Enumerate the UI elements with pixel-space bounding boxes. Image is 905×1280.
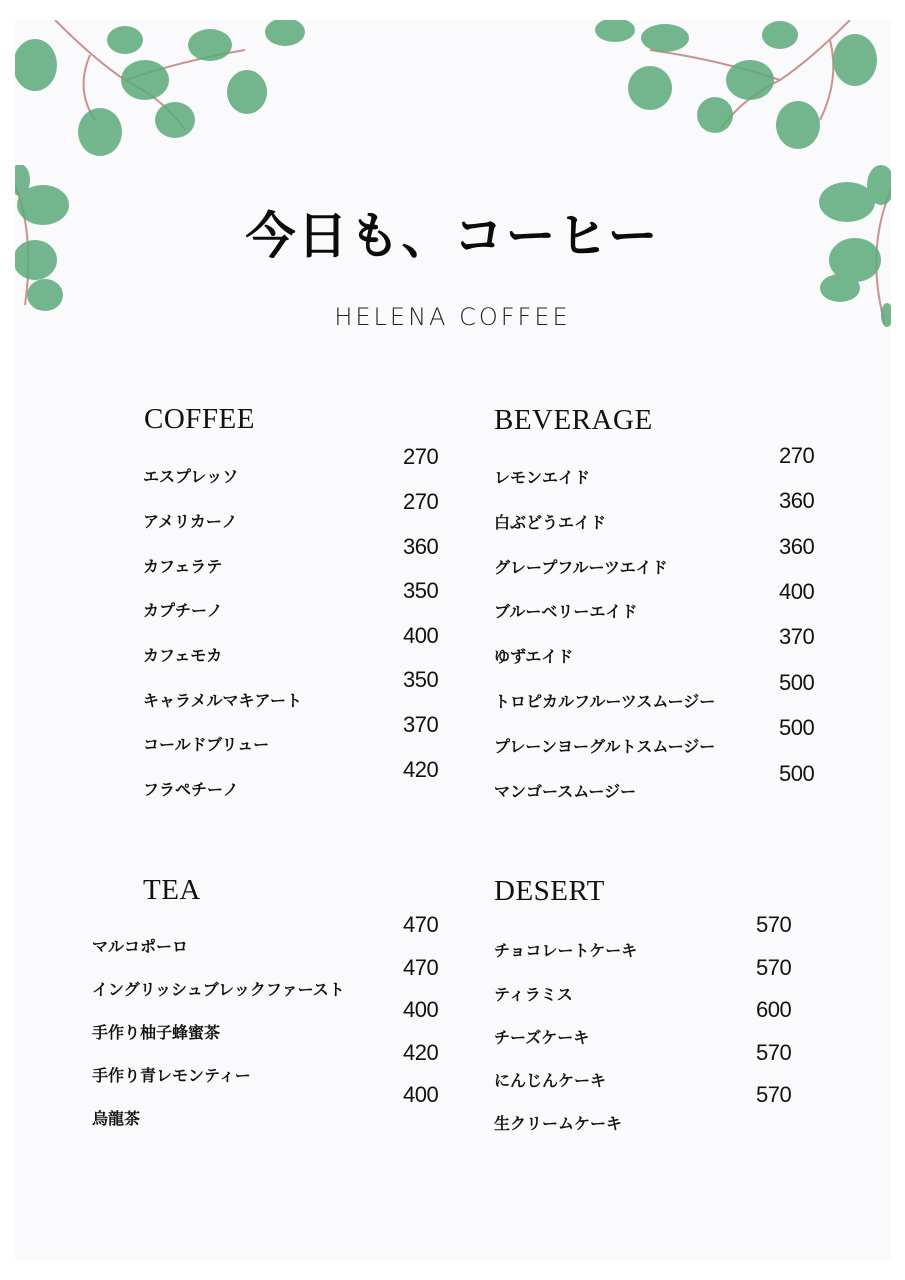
section-title-beverage: BEVERAGE (494, 404, 653, 436)
menu-item-price: 270 (403, 444, 439, 469)
menu-item-price: 600 (756, 997, 792, 1022)
menu-item-name: チーズケーキ (494, 1028, 590, 1047)
menu-item-name: イングリッシュブレックファースト (92, 980, 345, 999)
menu-item-name: マルコポーロ (92, 937, 189, 956)
menu-item-price: 500 (779, 761, 815, 786)
menu-item-name: レモンエイド (494, 468, 591, 487)
page-title: 今日も、コーヒー (245, 206, 660, 265)
menu-item-price: 470 (403, 912, 439, 937)
eucalyptus-leaves-top-right-icon (590, 20, 890, 160)
menu-item-price: 350 (403, 667, 439, 692)
menu-item-price: 370 (779, 624, 815, 649)
menu-item-name: コールドブリュー (143, 735, 270, 754)
section-title-coffee: COFFEE (144, 403, 255, 435)
menu-item-name: 手作り柚子蜂蜜茶 (92, 1023, 221, 1042)
menu-item-name: 生クリームケーキ (494, 1114, 623, 1133)
menu-item-price: 400 (403, 623, 439, 648)
menu-item-name: プレーンヨーグルトスムージー (494, 737, 716, 756)
menu-item-name: ゆずエイド (494, 647, 574, 666)
section-title-desert: DESERT (494, 875, 605, 907)
menu-item-price: 500 (779, 715, 815, 740)
shop-name: HELENA COFFEE (334, 303, 571, 331)
menu-item-name: キャラメルマキアート (143, 691, 303, 710)
menu-item-name: 烏龍茶 (92, 1109, 141, 1128)
menu-item-name: マンゴースムージー (494, 782, 637, 801)
menu-item-price: 570 (756, 955, 792, 980)
menu-item-name: 白ぶどうエイド (494, 513, 607, 532)
menu-item-price: 270 (403, 489, 439, 514)
menu-item-price: 370 (403, 712, 439, 737)
menu-item-name: カフェラテ (143, 557, 223, 576)
menu-item-name: カプチーノ (143, 601, 223, 620)
menu-item-name: アメリカーノ (143, 512, 238, 531)
menu-item-name: トロピカルフルーツスムージー (494, 692, 716, 711)
eucalyptus-leaves-top-left-icon (15, 20, 315, 160)
menu-item-name: カフェモカ (143, 646, 223, 665)
menu-item-price: 500 (779, 670, 815, 695)
menu-item-price: 470 (403, 955, 439, 980)
menu-item-price: 420 (403, 757, 439, 782)
menu-item-name: にんじんケーキ (494, 1071, 607, 1090)
menu-item-name: ブルーベリーエイド (494, 602, 638, 621)
menu-item-price: 570 (756, 1082, 792, 1107)
menu-item-price: 400 (779, 579, 815, 604)
menu-item-price: 570 (756, 1040, 792, 1065)
menu-item-name: フラペチーノ (143, 780, 239, 799)
menu-item-price: 570 (756, 912, 792, 937)
menu-item-name: ティラミス (494, 985, 573, 1004)
menu-item-name: 手作り青レモンティー (92, 1066, 251, 1085)
menu-item-price: 420 (403, 1040, 439, 1065)
menu-item-name: エスプレッソ (143, 467, 239, 486)
menu-item-price: 350 (403, 578, 439, 603)
menu-item-price: 400 (403, 997, 439, 1022)
menu-item-price: 360 (779, 488, 815, 513)
menu-item-price: 400 (403, 1082, 439, 1107)
menu-item-name: グレープフルーツエイド (494, 558, 668, 577)
menu-item-price: 360 (779, 534, 815, 559)
menu-item-name: チョコレートケーキ (494, 941, 638, 960)
menu-item-price: 270 (779, 443, 815, 468)
section-title-tea: TEA (143, 874, 201, 906)
menu-item-price: 360 (403, 534, 439, 559)
